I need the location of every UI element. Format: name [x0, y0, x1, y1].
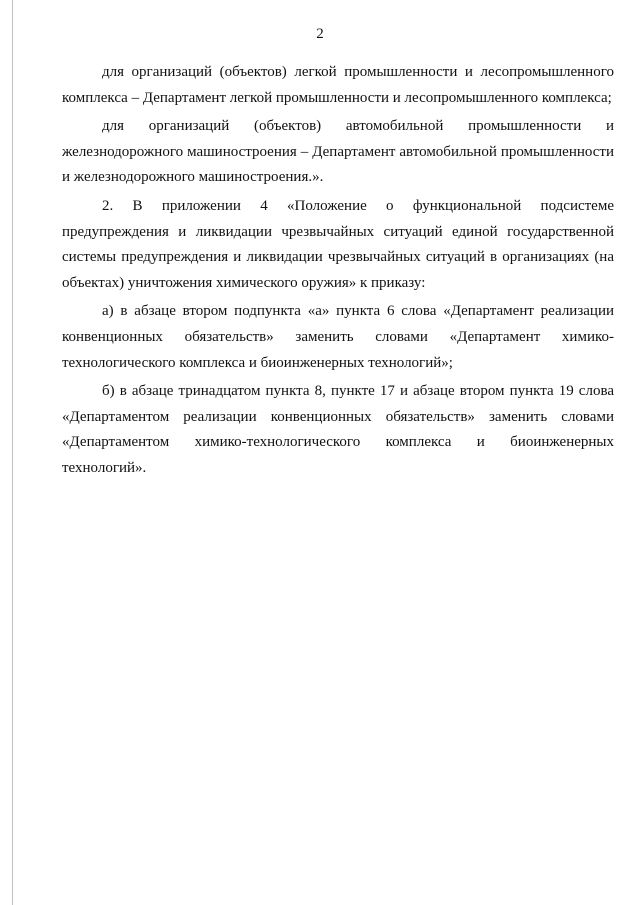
document-body	[62, 60, 614, 482]
paragraph-automotive-industry: для организаций (объектов) автомобильной промышленности и железнодорожного машиностроения – Департамент автомобильной промышленности и железнодорожного машиностроения.».	[62, 118, 614, 186]
paragraph-item-a: а) в абзаце втором подпункта «а» пункта 6 слова «Департамент реализации конвенционных обязательств» заменить словами «Департамент химико-технологического комплекса и биоинженерных технологий»;	[62, 303, 614, 371]
paragraph-appendix-4: 2. В приложении 4 «Положение о функциональной подсистеме предупреждения и ликвидации чрезвычайных ситуаций единой государственной системы предупреждения и ликвидации чрезвычайных ситуаций в организациях (на объектах) уничтожения химического оружия» к приказу:	[62, 197, 614, 291]
paragraph-light-industry: для организаций (объектов) легкой промышленности и лесопромышленного комплекса – Департамент легкой промышленности и лесопромышленного комплекса;	[62, 64, 614, 106]
page-edge-line	[12, 0, 13, 905]
page-number: 2	[316, 26, 324, 42]
paragraph-item-b: б) в абзаце тринадцатом пункта 8, пункте 17 и абзаце втором пункта 19 слова «Департаментом реализации конвенционных обязательств» заменить словами «Департаментом химико-технологического комплекса и биоинженерных технологий».	[62, 383, 614, 476]
